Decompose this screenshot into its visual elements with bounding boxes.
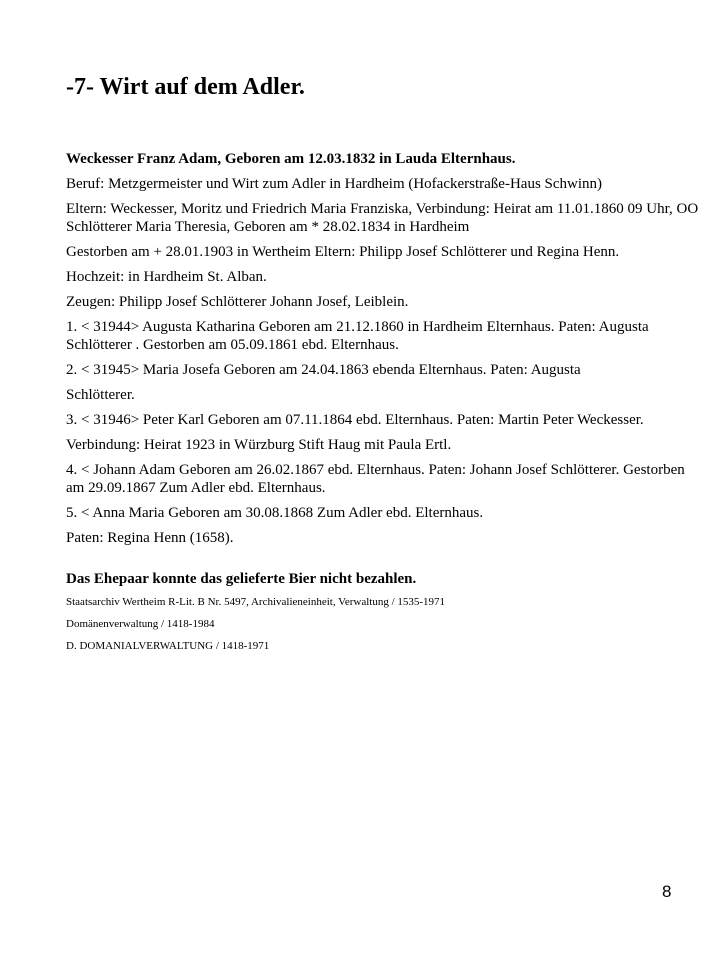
child-entry-2: 2. < 31945> Maria Josefa Geboren am 24.04.1863 ebenda Elternhaus. Paten: Augusta [66,362,581,378]
child-entry-1: 1. < 31944> Augusta Katharina Geboren am 21.12.1860 in Hardheim Elternhaus. Paten: Augusta Schlötterer . Gestorben am 05.09.1861 ebd. Elternhaus. [66,319,649,353]
death-line: Gestorben am + 28.01.1903 in Wertheim Eltern: Philipp Josef Schlötterer und Regina Henn. [66,244,620,260]
document-body [66,150,704,661]
archive-domanial-line: D. DOMANIALVERWALTUNG / 1418-1971 [66,640,270,652]
archive-domain-line: Domänenverwaltung / 1418-1984 [66,618,215,630]
person-heading: Weckesser Franz Adam, Geboren am 12.03.1832 in Lauda Elternhaus. [66,151,516,167]
godparent-line: Paten: Regina Henn (1658). [66,530,234,546]
page-number: 8 [662,882,672,901]
child-entry-2-continuation: Schlötterer. [66,387,135,403]
occupation-line: Beruf: Metzgermeister und Wirt zum Adler in Hardheim (Hofackerstraße-Haus Schwinn) [66,176,603,192]
witnesses-line: Zeugen: Philipp Josef Schlötterer Johann Josef, Leiblein. [66,294,409,310]
parents-marriage-paragraph: Eltern: Weckesser, Moritz und Friedrich Maria Franziska, Verbindung: Heirat am 11.01.1860 09 Uhr, OO Schlötterer Maria Theresia, Geboren am * 28.02.1834 in Hardheim [66,201,699,235]
page-title: -7- Wirt auf dem Adler. [66,74,305,100]
wedding-line: Hochzeit: in Hardheim St. Alban. [66,269,267,285]
note-heading: Das Ehepaar konnte das gelieferte Bier nicht bezahlen. [66,571,417,587]
section-spacer [66,554,704,570]
child-3-marriage-line: Verbindung: Heirat 1923 in Würzburg Stift Haug mit Paula Ertl. [66,437,452,453]
child-entry-5: 5. < Anna Maria Geboren am 30.08.1868 Zum Adler ebd. Elternhaus. [66,505,484,521]
child-entry-3: 3. < 31946> Peter Karl Geboren am 07.11.1864 ebd. Elternhaus. Paten: Martin Peter Weckesser. [66,412,644,428]
archive-source-line: Staatsarchiv Wertheim R-Lit. B Nr. 5497, Archivalieneinheit, Verwaltung / 1535-1971 [66,596,446,608]
child-entry-4: 4. < Johann Adam Geboren am 26.02.1867 ebd. Elternhaus. Paten: Johann Josef Schlötterer. Gestorben am 29.09.1867 Zum Adler ebd. Elternhaus. [66,462,685,496]
